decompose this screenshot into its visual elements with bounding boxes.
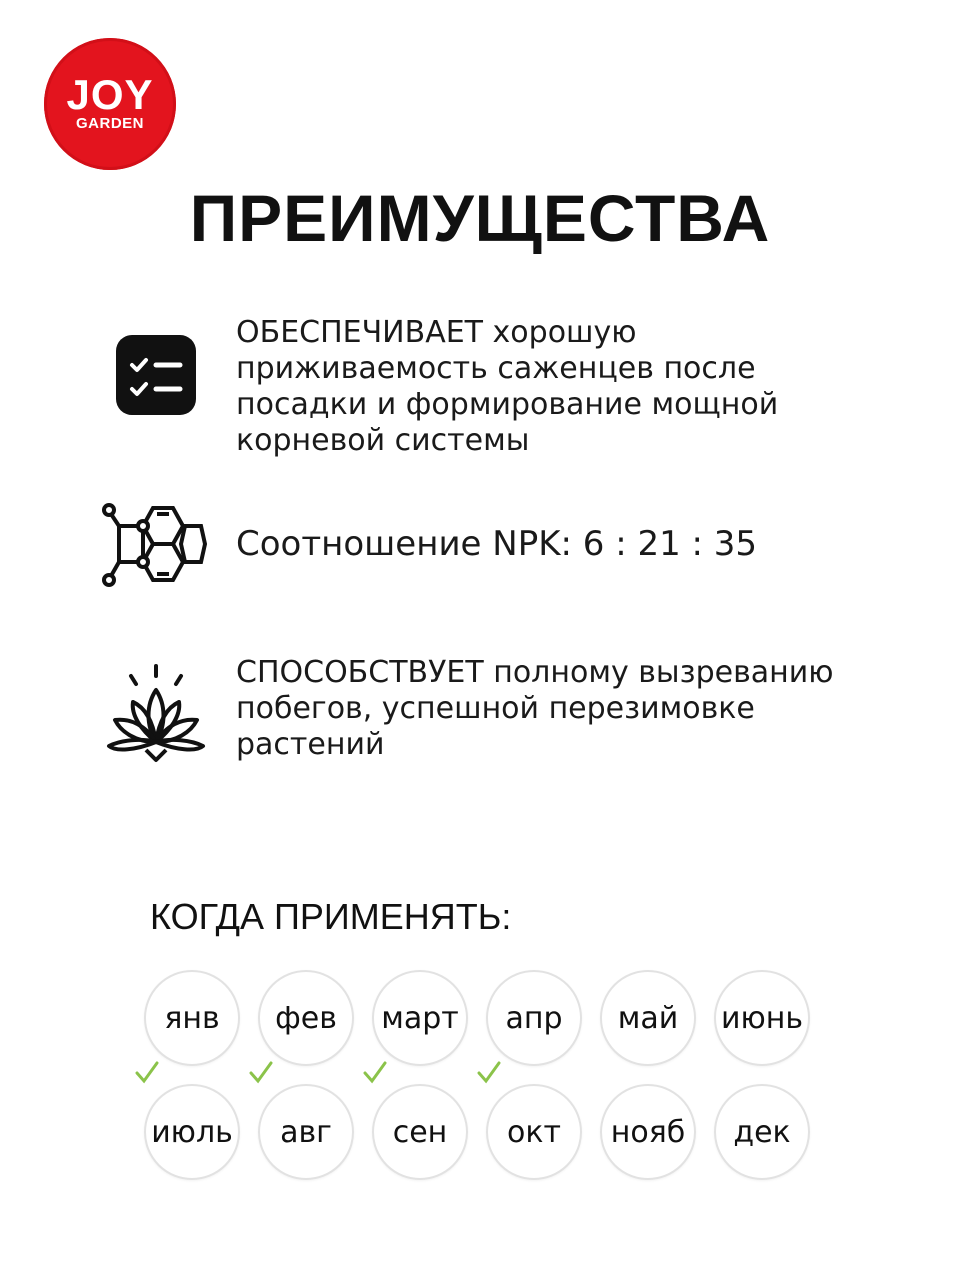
month-nov bbox=[600, 1084, 696, 1180]
check-icon bbox=[248, 1060, 274, 1086]
check-icon bbox=[134, 1060, 160, 1086]
month-feb bbox=[258, 970, 354, 1066]
check-icon bbox=[362, 1060, 388, 1086]
month-label: фев bbox=[275, 1000, 337, 1036]
month-label: авг bbox=[280, 1114, 332, 1150]
month-sep bbox=[372, 1084, 468, 1180]
month-may bbox=[600, 970, 696, 1066]
benefit-wintering bbox=[96, 655, 880, 775]
month-aug bbox=[258, 1084, 354, 1180]
checklist-icon bbox=[96, 315, 216, 435]
when-to-apply-title: КОГДА ПРИМЕНЯТЬ: bbox=[150, 896, 512, 937]
month-label: июль bbox=[151, 1114, 233, 1150]
month-label: окт bbox=[507, 1114, 561, 1150]
molecule-icon bbox=[96, 488, 216, 608]
month-label: апр bbox=[505, 1000, 563, 1036]
check-icon bbox=[476, 1060, 502, 1086]
page-title: ПРЕИМУЩЕСТВА bbox=[189, 181, 771, 255]
months-grid bbox=[144, 970, 834, 1180]
month-label: май bbox=[617, 1000, 679, 1036]
lotus-icon bbox=[96, 655, 216, 775]
benefit-text: СПОСОБСТВУЕТ полному вызреванию побегов, успешной перезимовке растений bbox=[236, 655, 834, 762]
month-mar bbox=[372, 970, 468, 1066]
benefit-rooting bbox=[96, 315, 880, 459]
benefit-text: ОБЕСПЕЧИВАЕТ хорошую приживаемость саженцев после посадки и формирование мощной корневой системы bbox=[236, 315, 779, 458]
month-jan bbox=[144, 970, 240, 1066]
month-dec bbox=[714, 1084, 810, 1180]
month-label: нояб bbox=[610, 1114, 686, 1150]
benefit-npk bbox=[96, 488, 880, 608]
month-label: янв bbox=[164, 1000, 220, 1036]
logo-line1: JOY bbox=[66, 71, 154, 118]
month-label: июнь bbox=[720, 1000, 804, 1036]
month-jun bbox=[714, 970, 810, 1066]
month-label: сен bbox=[392, 1114, 448, 1150]
month-jul bbox=[144, 1084, 240, 1180]
month-apr bbox=[486, 970, 582, 1066]
month-label: март bbox=[381, 1000, 459, 1036]
month-label: дек bbox=[733, 1114, 791, 1150]
logo-line2: GARDEN bbox=[75, 115, 144, 132]
month-oct bbox=[486, 1084, 582, 1180]
npk-ratio-text: Соотношение NPK: 6 : 21 : 35 bbox=[236, 524, 758, 564]
joy-garden-logo bbox=[44, 38, 176, 170]
